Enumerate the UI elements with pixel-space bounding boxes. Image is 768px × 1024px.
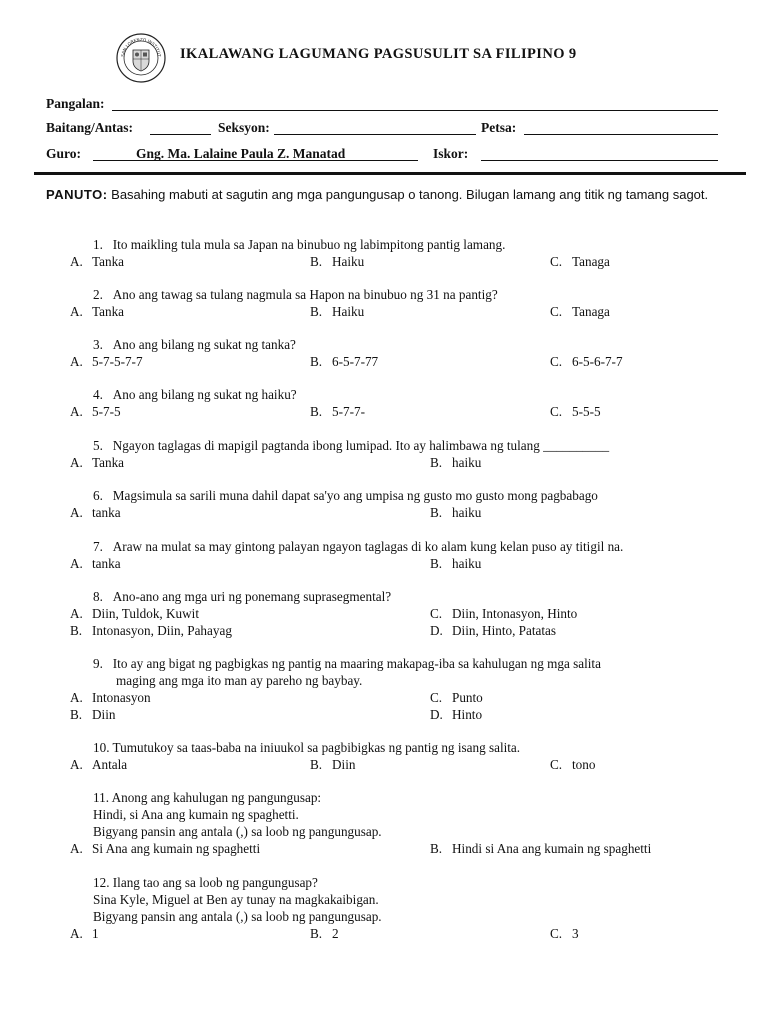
question-number: 3. (93, 337, 103, 352)
option-letter: D. (430, 707, 443, 722)
teacher-label: Guro: (46, 146, 82, 161)
option-letter: A. (70, 254, 83, 269)
option-letter: C. (430, 690, 443, 705)
option-text: 6-5-7-77 (332, 354, 379, 369)
option-letter: B. (310, 757, 323, 772)
option-text: Haiku (332, 254, 365, 269)
option-letter: C. (550, 354, 563, 369)
answer-option-d[interactable] (430, 707, 482, 723)
question-number: 1. (93, 237, 103, 252)
answer-option-d[interactable] (430, 623, 556, 639)
question-text: Ngayon taglagas di mapigil pagtanda ibong lumipad. Ito ay halimbawa ng tulang __________ (112, 438, 610, 453)
score-label: Iskor: (433, 146, 469, 161)
question-number: 6. (93, 488, 103, 503)
date-label: Petsa: (481, 120, 517, 135)
answer-option-c[interactable] (550, 757, 595, 773)
question-text-line: Bigyang pansin ang antala (,) sa loob ng pangungusap. (93, 824, 382, 839)
option-letter: D. (430, 623, 443, 638)
answer-option-b[interactable] (70, 623, 232, 639)
question-number: 10. (93, 740, 110, 755)
question-number: 8. (93, 589, 103, 604)
answer-option-a[interactable] (70, 505, 121, 521)
option-text: Antala (92, 757, 128, 772)
option-letter: A. (70, 841, 83, 856)
directions-text: Basahing mabuti at sagutin ang mga pangungusap o tanong. Bilugan lamang ang titik ng tamang sagot. (111, 187, 709, 202)
option-letter: B. (430, 505, 443, 520)
option-letter: A. (70, 606, 83, 621)
option-text: Punto (452, 690, 483, 705)
directions-label: PANUTO: (46, 187, 108, 202)
option-letter: B. (310, 354, 323, 369)
answer-option-c[interactable] (430, 606, 577, 622)
option-letter: B. (310, 304, 323, 319)
question-number: 11. (93, 790, 109, 805)
option-text: Diin, Tuldok, Kuwit (92, 606, 199, 621)
answer-option-a[interactable] (70, 606, 199, 622)
answer-option-c[interactable] (430, 690, 483, 706)
school-seal-icon (116, 33, 166, 83)
option-text: Si Ana ang kumain ng spaghetti (92, 841, 261, 856)
option-text: Tanka (92, 304, 125, 319)
option-letter: C. (550, 304, 563, 319)
option-text: 3 (572, 926, 579, 941)
name-field[interactable] (112, 110, 718, 111)
answer-option-a[interactable] (70, 926, 99, 942)
question-number: 4. (93, 387, 103, 402)
option-text: 5-5-5 (572, 404, 601, 419)
answer-option-a[interactable] (70, 841, 260, 857)
option-letter: C. (550, 926, 563, 941)
answer-option-b[interactable] (430, 505, 481, 521)
option-text: Haiku (332, 304, 365, 319)
question-text: Ano-ano ang mga uri ng ponemang suprasegmental? (112, 589, 392, 604)
question-text-line: Hindi, si Ana ang kumain ng spaghetti. (93, 807, 299, 822)
option-text: tanka (92, 556, 121, 571)
grade-field[interactable] (150, 134, 211, 135)
option-letter: C. (550, 404, 563, 419)
answer-option-a[interactable] (70, 556, 121, 572)
option-letter: B. (310, 254, 323, 269)
option-text: haiku (452, 505, 482, 520)
option-text: Hindi si Ana ang kumain ng spaghetti (452, 841, 652, 856)
option-letter: A. (70, 505, 83, 520)
question-number: 7. (93, 539, 103, 554)
option-letter: A. (70, 690, 83, 705)
exam-title: IKALAWANG LAGUMANG PAGSUSULIT SA FILIPINO 9 (180, 46, 577, 62)
option-text: Hinto (452, 707, 483, 722)
option-text: Intonasyon, Diin, Pahayag (92, 623, 232, 638)
question-text: Araw na mulat sa may gintong palayan ngayon taglagas di ko alam kung kelan puso ay titigil na. (112, 539, 624, 554)
option-text: 6-5-6-7-7 (572, 354, 623, 369)
question-number: 5. (93, 438, 103, 453)
option-text: 5-7-7- (332, 404, 365, 419)
option-letter: A. (70, 304, 83, 319)
question-text-line: Bigyang pansin ang antala (,) sa loob ng pangungusap. (93, 909, 382, 924)
svg-text:SAN LORENZO INSTITUTE OF TECHN: SAN LORENZO INSTITUT (120, 36, 162, 58)
question-text: Tumutukoy sa taas-baba na iniuukol sa pagbibigkas ng pantig ng isang salita. (112, 740, 521, 755)
option-text: 5-7-5 (92, 404, 121, 419)
option-letter: B. (310, 926, 323, 941)
option-text: Tanka (92, 254, 125, 269)
question-text: Ano ang bilang ng sukat ng haiku? (112, 387, 297, 402)
option-letter: A. (70, 455, 83, 470)
option-letter: C. (550, 757, 563, 772)
answer-option-a[interactable] (70, 304, 124, 320)
question-text: Ilang tao ang sa loob ng pangungusap? (112, 875, 318, 890)
answer-option-b[interactable] (70, 707, 115, 723)
question-text: Anong ang kahulugan ng pangungusap: (111, 790, 322, 805)
option-letter: A. (70, 404, 83, 419)
section-field[interactable] (274, 134, 476, 135)
option-text: Diin, Hinto, Patatas (452, 623, 557, 638)
option-text: Diin, Intonasyon, Hinto (452, 606, 578, 621)
answer-option-b[interactable] (310, 304, 364, 320)
option-letter: A. (70, 757, 83, 772)
score-field[interactable] (481, 160, 718, 161)
answer-option-a[interactable] (70, 455, 124, 471)
option-letter: B. (70, 623, 83, 638)
option-text: Tanaga (572, 304, 610, 319)
question-text: Ano ang tawag sa tulang nagmula sa Hapon na binubuo ng 31 na pantig? (112, 287, 498, 302)
question-number: 9. (93, 656, 103, 671)
option-text: Diin (332, 757, 356, 772)
answer-option-a[interactable] (70, 757, 127, 773)
header-divider (34, 172, 746, 175)
option-letter: A. (70, 354, 83, 369)
option-letter: A. (70, 556, 83, 571)
option-letter: B. (310, 404, 323, 419)
answer-option-b[interactable] (430, 455, 481, 471)
question-text: Ito ay ang bigat ng pagbigkas ng pantig na maaring makapag-iba sa kahulugan ng mga salita (112, 656, 601, 671)
name-label: Pangalan: (46, 96, 105, 111)
answer-option-a[interactable] (70, 354, 143, 370)
answer-option-a[interactable] (70, 404, 121, 420)
answer-option-b[interactable] (310, 926, 339, 942)
option-text: Tanka (92, 455, 125, 470)
question-text: Ito maikling tula mula sa Japan na binubuo ng labimpitong pantig lamang. (112, 237, 506, 252)
option-letter: A. (70, 926, 83, 941)
answer-option-c[interactable] (550, 304, 610, 320)
answer-option-b[interactable] (310, 757, 355, 773)
grade-label: Baitang/Antas: (46, 120, 134, 135)
option-text: haiku (452, 556, 482, 571)
directions (46, 187, 726, 203)
question-text: Magsimula sa sarili muna dahil dapat sa'yo ang umpisa ng gusto mo gusto mong pagbabago (112, 488, 598, 503)
question-text-line: Sina Kyle, Miguel at Ben ay tunay na magkakaibigan. (93, 892, 379, 907)
answer-option-b[interactable] (310, 354, 378, 370)
question-number: 2. (93, 287, 103, 302)
option-text: 2 (332, 926, 339, 941)
option-letter: B. (430, 455, 443, 470)
option-text: 5-7-5-7-7 (92, 354, 143, 369)
option-letter: B. (70, 707, 83, 722)
answer-option-a[interactable] (70, 254, 124, 270)
option-letter: B. (430, 556, 443, 571)
answer-option-c[interactable] (550, 254, 610, 270)
option-letter: C. (430, 606, 443, 621)
date-field[interactable] (524, 134, 718, 135)
option-text: 1 (92, 926, 99, 941)
answer-option-b[interactable] (310, 254, 364, 270)
answer-option-b[interactable] (430, 556, 481, 572)
answer-option-c[interactable] (550, 926, 579, 942)
option-text: Diin (92, 707, 116, 722)
answer-option-c[interactable] (550, 354, 623, 370)
option-text: Tanaga (572, 254, 610, 269)
option-text: haiku (452, 455, 482, 470)
option-text: tanka (92, 505, 121, 520)
option-letter: C. (550, 254, 563, 269)
teacher-value: Gng. Ma. Lalaine Paula Z. Manatad (136, 146, 346, 161)
answer-option-c[interactable] (550, 404, 601, 420)
section-label: Seksyon: (218, 120, 270, 135)
question-text-line: maging ang mga ito man ay pareho ng baybay. (116, 673, 363, 688)
option-letter: B. (430, 841, 443, 856)
answer-option-b[interactable] (430, 841, 651, 857)
option-text: Intonasyon (92, 690, 151, 705)
question-number: 12. (93, 875, 110, 890)
option-text: tono (572, 757, 596, 772)
question-text: Ano ang bilang ng sukat ng tanka? (112, 337, 296, 352)
answer-option-b[interactable] (310, 404, 365, 420)
answer-option-a[interactable] (70, 690, 151, 706)
